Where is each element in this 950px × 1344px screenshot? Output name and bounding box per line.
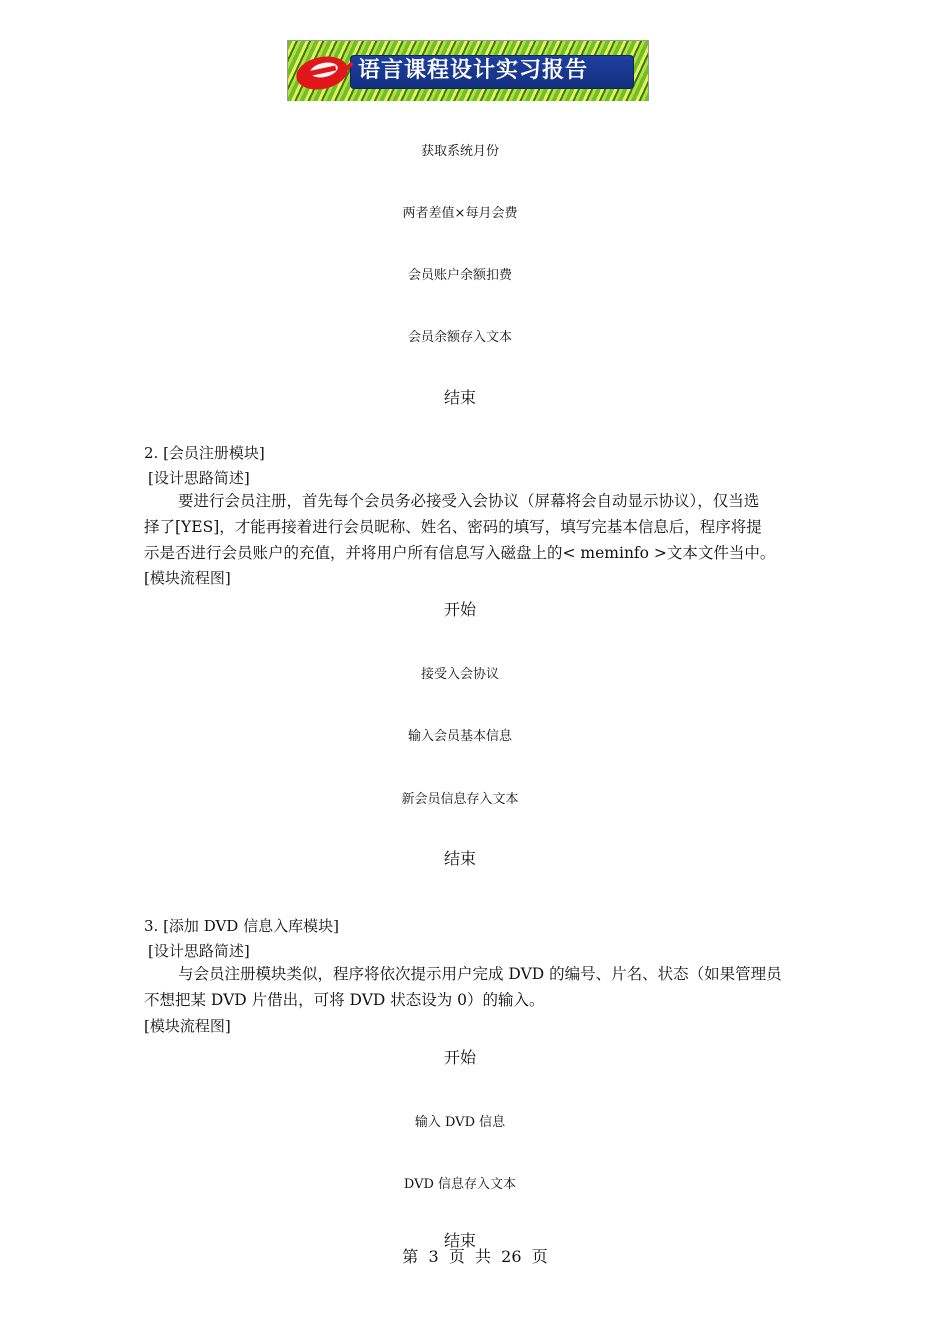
section3-paragraph-line-1: 与会员注册模块类似，程序将依次提示用户完成 DVD 的编号、片名、状态（如果管理员 — [178, 965, 782, 983]
section3-heading: 3. [添加 DVD 信息入库模块] — [144, 917, 339, 935]
header-banner — [287, 40, 649, 101]
section2-heading: 2. [会员注册模块] — [144, 444, 265, 462]
logo-letter: e — [292, 43, 293, 44]
flow3-start: 开始 — [443, 1048, 476, 1067]
flow3-end: 结束 — [443, 1231, 476, 1250]
section3-paragraph-line-2: 不想把某 DVD 片借出，可将 DVD 状态设为 0）的输入。 — [144, 991, 545, 1009]
flow1-step-1: 获取系统月份 — [420, 144, 499, 159]
section2-flowchart-subheading: [模块流程图] — [144, 569, 231, 587]
section3-design-subheading: [设计思路简述] — [148, 942, 250, 960]
flow1-step-3: 会员账户余额扣费 — [407, 268, 512, 283]
flow2-step-3: 新会员信息存入文本 — [401, 792, 519, 807]
section2-design-subheading: [设计思路简述] — [148, 469, 250, 487]
flow2-step-1: 接受入会协议 — [420, 667, 499, 682]
section3-flowchart-subheading: [模块流程图] — [144, 1017, 231, 1035]
page-number-footer: 第 3 页 共 26 页 — [402, 1247, 548, 1266]
section2-paragraph-line-2: 择了[YES]，才能再接着进行会员昵称、姓名、密码的填写，填写完基本信息后，程序将提 — [144, 518, 762, 536]
flow1-step-4: 会员余额存入文本 — [407, 330, 512, 345]
section2-paragraph-line-1: 要进行会员注册，首先每个会员务必接受入会协议（屏幕将会自动显示协议），仅当选 — [178, 492, 760, 510]
flow2-start: 开始 — [443, 600, 476, 619]
flow1-step-2: 两者差值×每月会费 — [402, 206, 518, 221]
report-title: 语言课程设计实习报告 — [358, 58, 589, 83]
flow3-step-1: 输入 DVD 信息 — [414, 1115, 506, 1130]
flow2-end: 结束 — [443, 849, 476, 868]
section2-paragraph-line-3: 示是否进行会员账户的充值，并将用户所有信息写入磁盘上的< meminfo >文本文件当中。 — [144, 544, 776, 562]
flow2-step-2: 输入会员基本信息 — [407, 729, 512, 744]
flow1-end: 结束 — [443, 388, 476, 407]
e-logo-icon — [292, 43, 356, 99]
flow3-step-2: DVD 信息存入文本 — [403, 1177, 517, 1192]
